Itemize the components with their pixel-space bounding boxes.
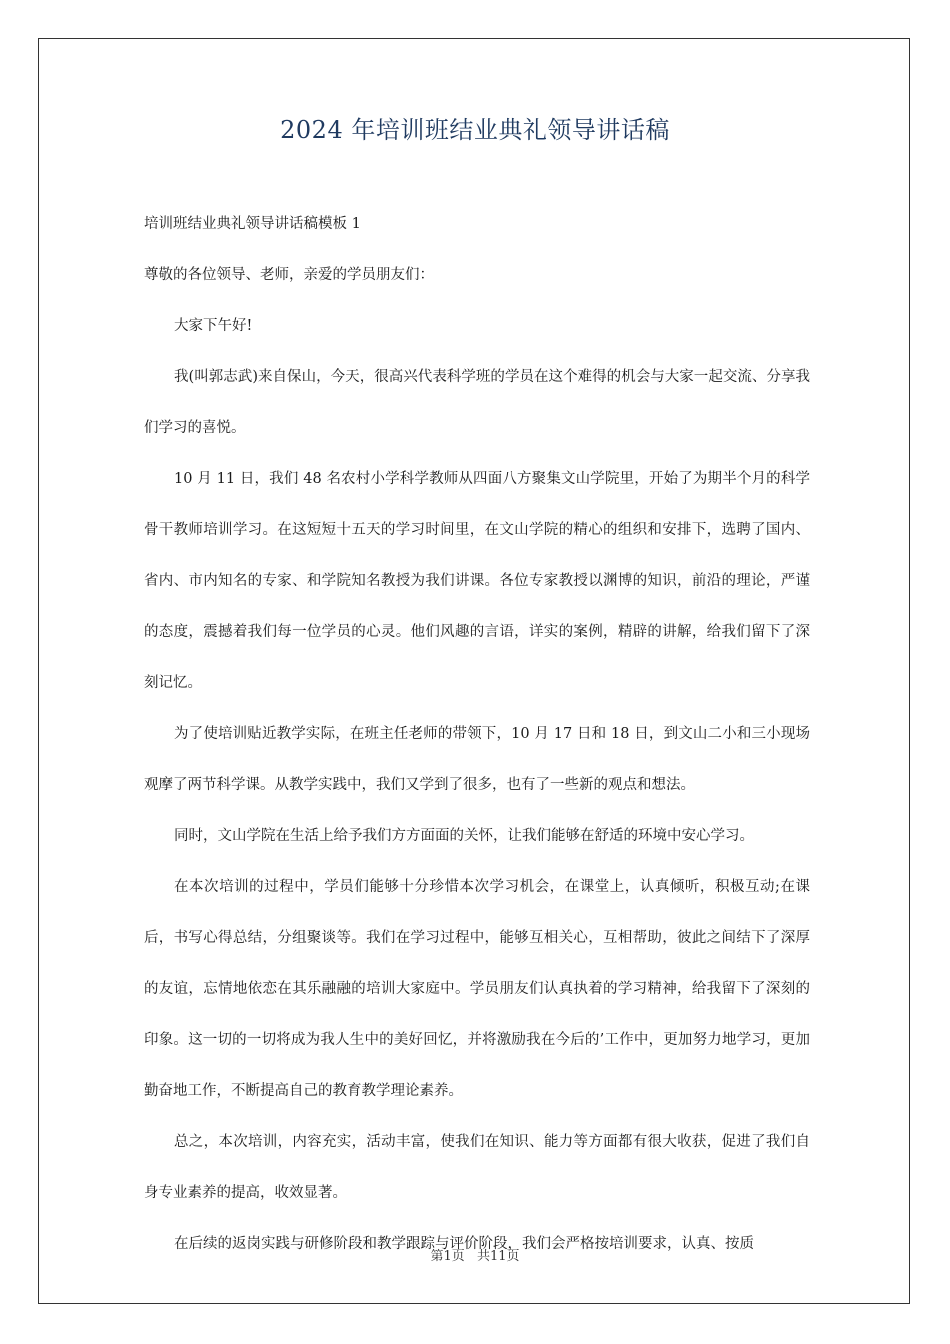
paragraph-learning-process: 在本次培训的过程中，学员们能够十分珍惜本次学习机会，在课堂上，认真倾听，积极互动;在课后，书写心得总结，分组聚谈等。我们在学习过程中，能够互相关心，互相帮助，彼此之间结下了深厚的友谊，忘情地依恋在其乐融融的培训大家庭中。学员朋友们认真执着的学习精神，给我留下了深刻的印象。这一切的一切将成为我人生中的美好回忆，并将激励我在今后的’工作中，更加努力地学习，更加勤奋地工作，不断提高自己的教育教学理论素养。 <box>144 879 810 1099</box>
page-number-current: 第1页 <box>430 1249 465 1264</box>
document-body <box>144 199 810 1270</box>
page-number-total: 共11页 <box>476 1249 520 1264</box>
paragraph-training-overview: 10 月 11 日，我们 48 名农村小学科学教师从四面八方聚集文山学院里，开始了为期半个月的科学骨干教师培训学习。在这短短十五天的学习时间里，在文山学院的精心的组织和安排下，选聘了国内、省内、市内知名的专家、和学院知名教授为我们讲课。各位专家教授以渊博的知识，前沿的理论，严谨的态度，震撼着我们每一位学员的心灵。他们风趣的言语，详实的案例，精辟的讲解，给我们留下了深刻记忆。 <box>144 471 810 691</box>
paragraph-observation: 为了使培训贴近教学实际，在班主任老师的带领下，10 月 17 日和 18 日，到文山二小和三小现场观摩了两节科学课。从教学实践中，我们又学到了很多，也有了一些新的观点和想法。 <box>144 726 810 793</box>
page-footer <box>0 1247 950 1267</box>
document-title: 2024 年培训班结业典礼领导讲话稿 <box>280 116 670 144</box>
paragraph-greeting: 大家下午好! <box>174 318 253 334</box>
paragraph-follow-up: 在后续的返岗实践与研修阶段和教学跟踪与评价阶段，我们会严格按培训要求，认真、按质 <box>174 1236 754 1252</box>
paragraph-salutation: 尊敬的各位领导、老师，亲爱的学员朋友们： <box>144 267 434 283</box>
paragraph-summary: 总之，本次培训，内容充实，活动丰富，使我们在知识、能力等方面都有很大收获，促进了我们自身专业素养的提高，收效显著。 <box>144 1134 810 1201</box>
paragraph-care: 同时，文山学院在生活上给予我们方方面面的关怀，让我们能够在舒适的环境中安心学习。 <box>174 828 754 844</box>
paragraph-template-heading: 培训班结业典礼领导讲话稿模板 1 <box>144 216 361 232</box>
paragraph-introduction: 我(叫郭志武)来自保山，今天，很高兴代表科学班的学员在这个难得的机会与大家一起交流、分享我们学习的喜悦。 <box>144 369 810 436</box>
